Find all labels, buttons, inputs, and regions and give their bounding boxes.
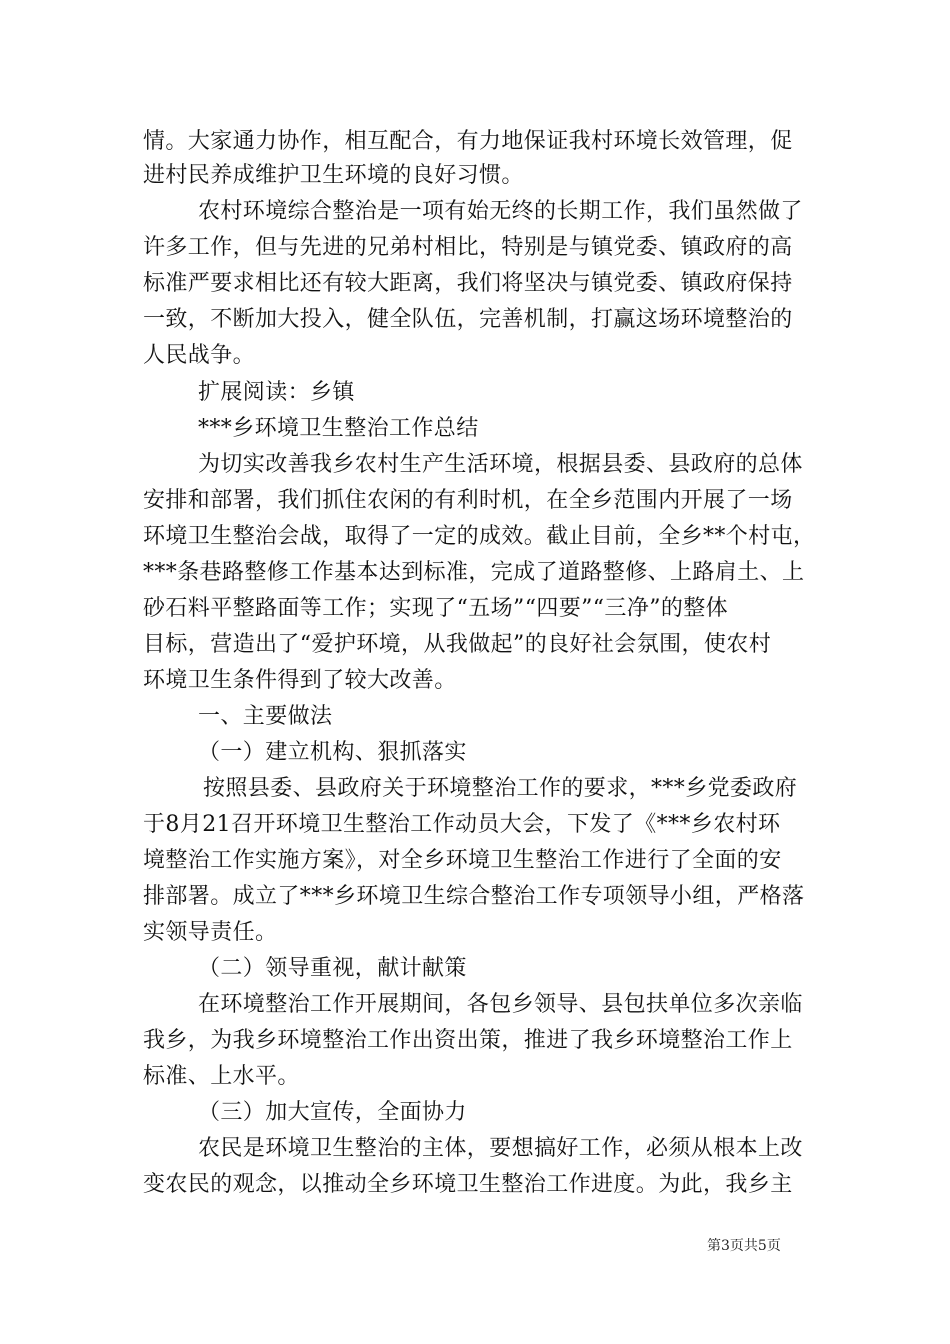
section-title: ***乡环境卫生整治工作总结: [198, 416, 479, 441]
text-line: 一致，不断加大投入，健全队伍，完善机制，打赢这场环境整治的: [143, 307, 793, 332]
text-line: 环境卫生整治会战，取得了一定的成效。截止目前，全乡**个村屯，: [143, 524, 816, 549]
text-line: 按照县委、县政府关于环境整治工作的要求，***乡党委政府: [203, 776, 798, 801]
text-line: 我乡，为我乡环境整治工作出资出策，推进了我乡环境整治工作上: [143, 1028, 793, 1053]
text-line: 变农民的观念，以推动全乡环境卫生整治工作进度。为此，我乡主: [143, 1172, 793, 1197]
text-line: 环境卫生条件得到了较大改善。: [143, 668, 457, 693]
text-line: 标准严要求相比还有较大距离，我们将坚决与镇党委、镇政府保持: [143, 271, 793, 296]
text-line: 砂石料平整路面等工作；实现了“五场”“四要”“三净”的整体: [143, 596, 729, 621]
heading: 一、主要做法: [198, 704, 333, 729]
text-line: 实领导责任。: [143, 920, 278, 945]
text-line: 为切实改善我乡农村生产生活环境，根据县委、县政府的总体: [198, 452, 803, 477]
text-line: 扩展阅读：乡镇: [198, 380, 355, 405]
text-line: 于8月21召开环境卫生整治工作动员大会，下发了《***乡农村环: [143, 812, 781, 837]
text-line: 在环境整治工作开展期间，各包乡领导、县包扶单位多次亲临: [198, 992, 803, 1017]
page-number-footer: 第3页共5页: [707, 1238, 781, 1254]
text-line: 安排和部署，我们抓住农闲的有利时机，在全乡范围内开展了一场: [143, 488, 793, 513]
subheading: （三）加大宣传，全面协力: [198, 1100, 467, 1125]
subheading: （二）领导重视，献计献策: [198, 956, 467, 981]
text-line: 境整治工作实施方案》，对全乡环境卫生整治工作进行了全面的安: [143, 848, 782, 873]
text-line: 目标，营造出了“爱护环境，从我做起”的良好社会氛围，使农村: [143, 632, 772, 657]
text-line: 许多工作，但与先进的兄弟村相比，特别是与镇党委、镇政府的高: [143, 235, 793, 260]
text-line: 标准、上水平。: [143, 1064, 300, 1089]
text-line: 人民战争。: [143, 343, 256, 368]
text-line: 农村环境综合整治是一项有始无终的长期工作，我们虽然做了: [198, 199, 803, 224]
subheading: （一）建立机构、狠抓落实: [198, 740, 467, 765]
text-line: ***条巷路整修工作基本达到标准，完成了道路整修、上路肩土、上: [143, 560, 805, 585]
text-line: 情。大家通力协作，相互配合，有力地保证我村环境长效管理，促: [143, 129, 793, 154]
text-line: 排部署。成立了***乡环境卫生综合整治工作专项领导小组，严格落: [143, 884, 805, 909]
text-line: 进村民养成维护卫生环境的良好习惯。: [143, 163, 524, 188]
text-line: 农民是环境卫生整治的主体，要想搞好工作，必须从根本上改: [198, 1136, 803, 1161]
